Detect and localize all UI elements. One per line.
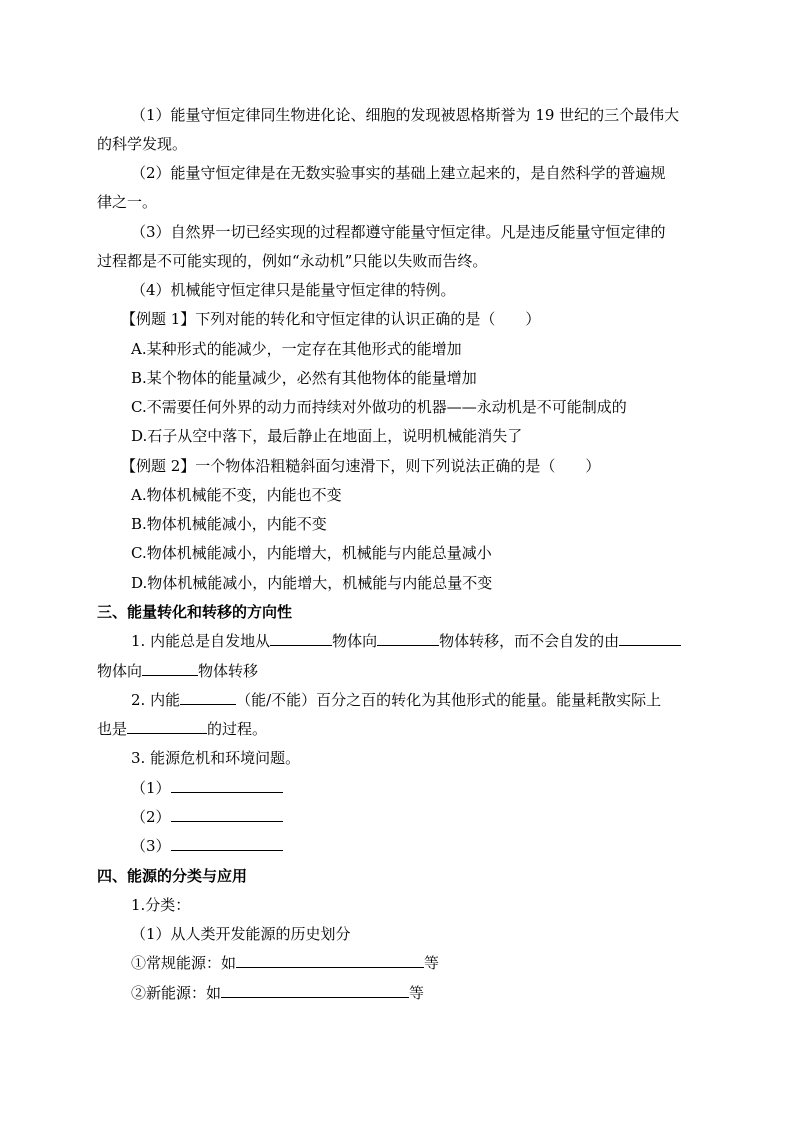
paragraph-1-line-2: 的科学发现。	[97, 135, 188, 153]
section-3-blank-2	[131, 806, 283, 828]
answer-blank[interactable]	[142, 660, 198, 676]
section-3-q1-line-1	[131, 630, 681, 652]
answer-blank[interactable]	[171, 777, 283, 793]
answer-blank[interactable]	[236, 952, 424, 968]
example-1-option-b: B.某个物体的能量减少，必然有其他物体的能量增加	[131, 369, 477, 387]
example-1-option-d: D.石子从空中落下，最后静止在地面上，说明机械能消失了	[131, 427, 523, 445]
conventional-label: ①常规能源：如	[131, 954, 237, 972]
q2-text-1: 2. 内能	[131, 691, 181, 709]
answer-blank[interactable]	[171, 806, 283, 822]
section-3-q2-line-1	[131, 689, 661, 711]
blank-1-label: （1）	[131, 779, 171, 797]
q1-text-4: 物体向	[97, 662, 143, 680]
paragraph-2-line-2: 律之一。	[97, 193, 158, 211]
answer-blank[interactable]	[171, 835, 283, 851]
answer-blank[interactable]	[270, 630, 332, 646]
example-2-option-c: C.物体机械能减小，内能增大，机械能与内能总量减小	[131, 544, 492, 562]
blank-2-label: （2）	[131, 808, 171, 826]
example-2-stem: 【例题 2】一个物体沿粗糙斜面匀速滑下，则下列说法正确的是（ ）	[121, 457, 601, 475]
paragraph-1-line-1: （1）能量守恒定律同生物进化论、细胞的发现被恩格斯誉为 19 世纪的三个最伟大	[131, 106, 680, 124]
section-3-heading: 三、能量转化和转移的方向性	[97, 603, 293, 621]
section-4-sub-1: （1）从人类开发能源的历史划分	[131, 925, 351, 943]
section-3-blank-1	[131, 777, 283, 799]
paragraph-4: （4）机械能守恒定律只是能量守恒定律的特例。	[131, 281, 456, 299]
new-energy-label: ②新能源：如	[131, 984, 222, 1002]
new-energy-line	[131, 982, 424, 1004]
example-2-option-d: D.物体机械能减小，内能增大，机械能与内能总量不变	[131, 574, 493, 592]
new-energy-suffix: 等	[409, 984, 425, 1002]
answer-blank[interactable]	[619, 630, 681, 646]
q1-text-5: 物体转移	[198, 662, 259, 680]
section-3-q3: 3. 能源危机和环境问题。	[131, 749, 301, 767]
example-2-option-b: B.物体机械能减小，内能不变	[131, 515, 327, 533]
example-2-option-a: A.物体机械能不变，内能也不变	[131, 486, 342, 504]
section-4-item-1: 1.分类：	[131, 896, 191, 914]
answer-blank[interactable]	[377, 630, 439, 646]
paragraph-3-line-1: （3）自然界一切已经实现的过程都遵守能量守恒定律。凡是违反能量守恒定律的	[131, 223, 666, 241]
conventional-energy-line	[131, 952, 439, 974]
section-3-q2-line-2	[97, 718, 267, 740]
q2-text-3: 也是	[97, 720, 128, 738]
paragraph-3-line-2: 过程都是不可能实现的，例如“永动机”只能以失败而告终。	[97, 252, 488, 270]
example-1-option-c: C.不需要任何外界的动力而持续对外做功的机器——永动机是不可能制成的	[131, 398, 627, 416]
section-3-q1-line-2	[97, 660, 258, 682]
q1-text-2: 物体向	[332, 632, 378, 650]
blank-3-label: （3）	[131, 837, 171, 855]
answer-blank[interactable]	[180, 689, 236, 705]
answer-blank[interactable]	[221, 982, 409, 998]
section-3-blank-3	[131, 835, 283, 857]
conventional-suffix: 等	[424, 954, 440, 972]
q1-text-3: 物体转移，而不会自发的由	[439, 632, 620, 650]
q2-text-2: （能/不能）百分之百的转化为其他形式的能量。能量耗散实际上	[236, 691, 662, 709]
example-1-stem: 【例题 1】下列对能的转化和守恒定律的认识正确的是（ ）	[121, 310, 541, 328]
answer-blank[interactable]	[127, 718, 207, 734]
q1-text-1: 1. 内能总是自发地从	[131, 632, 271, 650]
example-1-option-a: A.某种形式的能减少，一定存在其他形式的能增加	[131, 340, 462, 358]
section-4-heading: 四、能源的分类与应用	[97, 867, 248, 885]
q2-text-4: 的过程。	[207, 720, 268, 738]
paragraph-2-line-1: （2）能量守恒定律是在无数实验事实的基础上建立起来的，是自然科学的普遍规	[131, 164, 666, 182]
